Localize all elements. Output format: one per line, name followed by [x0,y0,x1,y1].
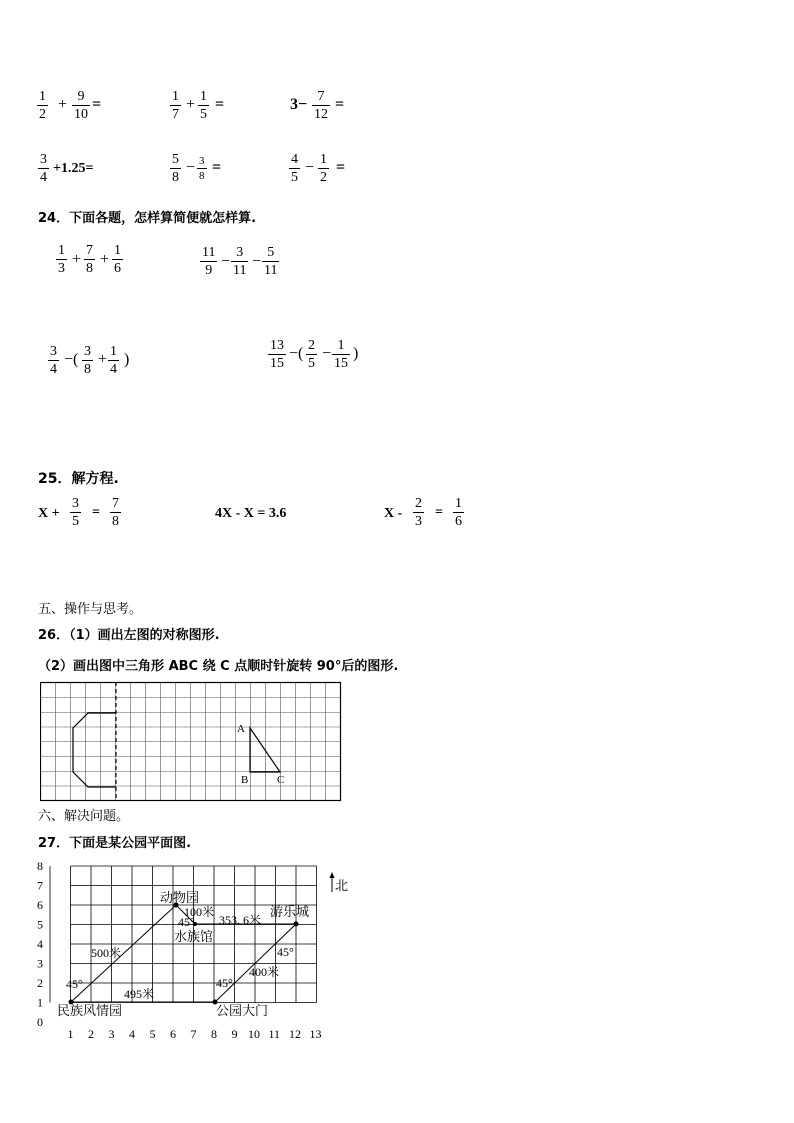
fraction [38,152,49,185]
label-500: 500米 [91,946,122,960]
equals-sign: = [336,159,346,176]
operator: + [98,351,108,368]
operator: − [221,253,231,270]
question-24-title: 24．下面各题，怎样算简便就怎样算. [38,211,257,226]
denominator: 5 [291,170,298,185]
fraction [170,89,181,122]
label-400: 400米 [249,965,280,979]
x-tick-label: 13 [309,1027,322,1041]
route-gate-amusement [215,924,296,1002]
equals-sign: = [435,505,443,520]
fraction: 13 15 [270,338,284,371]
operator: + [72,251,82,268]
operator: − [252,253,262,270]
y-tick-label: 8 [37,860,43,873]
operator: + [100,251,110,268]
angle-zoo: 45° [178,915,195,929]
label-a: A [237,723,245,735]
operator: −( [64,351,79,368]
equals-sign: = [212,159,222,176]
fraction [197,155,207,182]
operator: −( [289,345,304,362]
numerator: 1 [200,89,207,104]
denominator: 2 [39,107,46,122]
fraction: 1 15 [334,338,348,371]
numerator: 1 [320,152,327,167]
expression-lead: 3− [290,96,308,113]
fraction: 1 6 [455,496,462,529]
fraction [198,89,209,122]
fraction: 1 4 [110,344,117,377]
equals-sign: = [92,505,100,520]
fraction [170,152,181,185]
fraction: 2 3 [415,496,422,529]
label-ethnic: 民族风情园 [57,1003,123,1018]
numerator: 3 [40,152,47,167]
y-tick-label: 0 [37,1015,43,1029]
equation-lead: X - [384,506,403,521]
y-tick-label: 1 [37,995,43,1010]
paren: ) [124,351,130,368]
north-label: 北 [335,878,349,893]
x-tick-label: 8 [211,1027,217,1041]
triangle-abc [250,728,280,772]
x-tick-label: 4 [129,1027,135,1041]
half-shape [73,713,116,787]
numerator: 1 [39,89,46,104]
label-amusement: 游乐城 [270,904,310,919]
denominator: 7 [172,107,179,122]
label-c: C [277,774,285,786]
x-tick-label: 12 [289,1027,301,1041]
fraction: 11 9 [202,245,216,278]
x-tick-label: 10 [248,1027,260,1041]
label-gate: 公园大门 [216,1003,269,1018]
fraction: 5 11 [264,245,278,278]
question-26-title: 26．（1）画出左图的对称图形. [38,628,220,643]
denominator: 12 [314,107,328,122]
question-25-title: 25．解方程. [38,471,119,487]
denominator: 4 [40,170,47,185]
x-tick-label: 2 [88,1027,94,1041]
fraction [37,89,48,122]
operator: + [58,96,68,113]
y-tick-label: 6 [37,898,43,912]
label-100: 100米 [184,905,215,919]
x-tick-label: 7 [190,1027,197,1041]
y-tick-label: 3 [37,956,43,971]
fraction: 7 8 [86,243,93,276]
point-amusement [294,922,299,927]
fraction: 3 11 [233,245,247,278]
y-tick-label: 2 [37,976,43,990]
x-tick-label: 5 [149,1027,156,1041]
label-495: 495米 [124,987,155,1001]
expression-tail: +1.25= [53,161,94,176]
label-zoo: 动物园 [160,890,200,905]
fraction: 1 6 [114,243,121,276]
numerator: 9 [77,89,85,104]
equals-sign: = [92,96,102,113]
label-aquarium: 水族馆 [174,929,214,944]
operator: − [322,345,332,362]
y-tick-label: 7 [37,878,43,893]
fraction: 2 5 [308,338,315,371]
numerator: 7 [317,89,325,104]
fraction: 3 4 [50,344,57,377]
q25-equation-2: 4X - X = 3.6 [215,506,287,521]
denominator: 2 [320,170,327,185]
section-5-heading: 五、操作与思考。 [38,602,143,617]
section-6-heading: 六、解决问题。 [38,809,130,824]
angle-amusement: 45° [277,945,294,959]
label-b: B [241,774,249,786]
numerator: 4 [291,152,298,167]
angle-ethnic: 45° [66,977,83,991]
question-27-title: 27．下面是某公园平面图. [38,836,192,851]
operator: + [186,96,196,113]
operator: − [305,159,315,176]
denominator: 8 [172,170,179,185]
equals-sign: = [335,96,345,113]
denominator: 5 [200,107,207,122]
equation-lead: X + [38,506,60,521]
x-tick-label: 3 [108,1027,115,1041]
fraction: 3 8 [84,344,91,377]
denominator: 10 [74,107,88,122]
q26-grid-figure [40,680,342,802]
paren: ) [353,345,359,362]
equals-sign: = [215,96,225,113]
denominator: 8 [199,170,205,182]
y-tick-label: 5 [37,917,43,932]
x-tick-label: 9 [231,1027,238,1041]
park-map [30,860,360,1042]
fraction [289,152,300,185]
fraction: 7 8 [112,496,119,529]
fraction [318,152,329,185]
y-tick-label: 4 [37,937,43,951]
fraction: 1 3 [58,243,65,276]
angle-gate: 45° [216,976,233,990]
question-26-sub2: （2）画出图中三角形 ABC 绕 C 点顺时针旋转 90°后的图形. [38,659,399,674]
numerator: 3 [199,155,205,167]
numerator: 5 [172,152,179,167]
label-353: 353. 6米 [219,913,262,927]
x-tick-label: 1 [67,1027,74,1041]
fraction: 3 5 [72,496,79,529]
operator: − [186,159,196,176]
numerator: 1 [172,89,179,104]
x-tick-label: 11 [268,1027,281,1041]
x-tick-label: 6 [170,1027,176,1041]
fraction [312,89,330,122]
fraction [72,89,90,122]
